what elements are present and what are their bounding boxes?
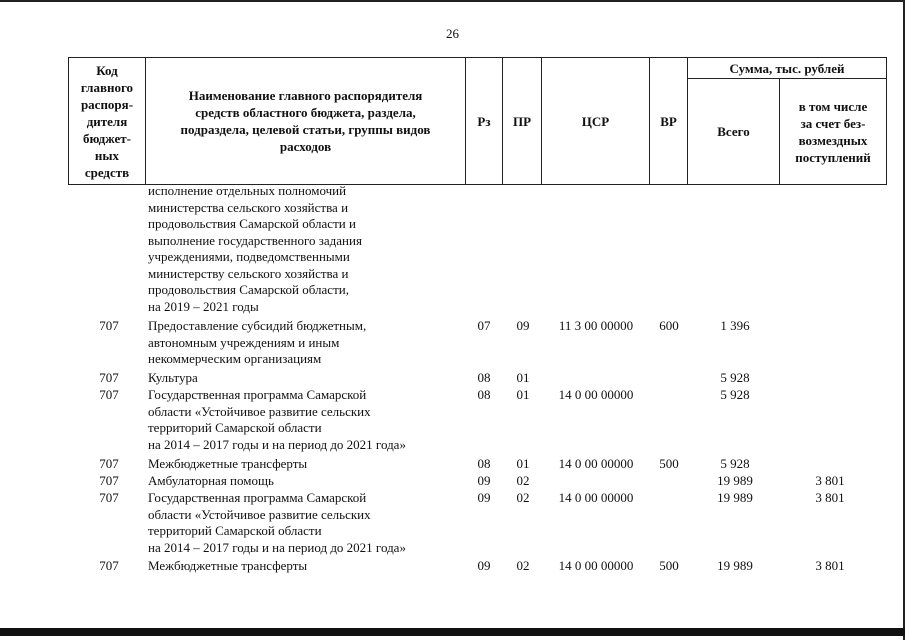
row-csr: 11 3 00 00000 bbox=[558, 318, 634, 333]
row-rz: 08 bbox=[477, 387, 491, 402]
row-csr: 14 0 00 00000 bbox=[558, 490, 634, 505]
header-csr: ЦСР bbox=[581, 113, 610, 129]
row-total: 5 928 bbox=[720, 370, 750, 385]
row-pr: 09 bbox=[516, 318, 530, 333]
row-vr: 500 bbox=[659, 456, 679, 471]
row-name: Амбулаторная помощь bbox=[148, 473, 274, 488]
row-name: Культура bbox=[148, 370, 198, 385]
header-rz: Рз bbox=[477, 113, 491, 129]
row-name: Межбюджетные трансферты bbox=[148, 558, 308, 573]
row-name: Государственная программа Самарской области «Устойчивое развитие сельских территорий Самарской области на 2014 – 2017 годы и на период до 2021 года» bbox=[148, 387, 406, 452]
row-csr: 14 0 00 00000 bbox=[558, 387, 634, 402]
row-code: 707 bbox=[99, 456, 119, 471]
row-free: 3 801 bbox=[815, 473, 845, 488]
row-total: 19 989 bbox=[717, 558, 753, 573]
header-pr: ПР bbox=[512, 113, 532, 129]
row-rz: 09 bbox=[477, 490, 491, 505]
row-code: 707 bbox=[99, 318, 119, 333]
row-free: 3 801 bbox=[815, 490, 845, 505]
row-code: 707 bbox=[99, 370, 119, 385]
row-rz: 09 bbox=[477, 473, 491, 488]
row-pr: 01 bbox=[516, 370, 530, 385]
row-pr: 02 bbox=[516, 558, 530, 573]
row-free: 3 801 bbox=[815, 558, 845, 573]
row-name: Межбюджетные трансферты bbox=[148, 456, 308, 471]
row-name: Государственная программа Самарской области «Устойчивое развитие сельских территорий Самарской области на 2014 – 2017 годы и на период до 2021 года» bbox=[148, 490, 406, 555]
row-name: Предоставление субсидий бюджетным, автономным учреждениям и иным некоммерческим организациям bbox=[148, 318, 367, 366]
header-free: в том числе за счет без- возмездных поступлений bbox=[795, 98, 871, 165]
page-number: 26 bbox=[446, 26, 459, 41]
row-code: 707 bbox=[99, 558, 119, 573]
row-code: 707 bbox=[99, 473, 119, 488]
row-total: 19 989 bbox=[717, 490, 753, 505]
row-pr: 01 bbox=[516, 387, 530, 402]
row-pr: 02 bbox=[516, 490, 530, 505]
row-pr: 02 bbox=[516, 473, 530, 488]
row-code: 707 bbox=[99, 387, 119, 402]
row-code: 707 bbox=[99, 490, 119, 505]
col-line-8 bbox=[886, 57, 887, 185]
row-rz: 07 bbox=[477, 318, 491, 333]
scan-border-top bbox=[0, 0, 905, 2]
header-vr: ВР bbox=[660, 113, 677, 129]
row-csr: 14 0 00 00000 bbox=[558, 456, 634, 471]
scan-border-bottom bbox=[0, 628, 905, 636]
row-total: 1 396 bbox=[720, 318, 750, 333]
row-vr: 500 bbox=[659, 558, 679, 573]
row-total: 5 928 bbox=[720, 456, 750, 471]
row-pr: 01 bbox=[516, 456, 530, 471]
row-total: 5 928 bbox=[720, 387, 750, 402]
row-csr: 14 0 00 00000 bbox=[558, 558, 634, 573]
row-total: 19 989 bbox=[717, 473, 753, 488]
header-code: Код главного распоря- дителя бюджет- ных средств bbox=[80, 62, 134, 180]
row-name: исполнение отдельных полномочий министерства сельского хозяйства и продовольствия Самарской области и выполнение государственного задания учреждениями, подведомственными министерству сельского хозяйства и продовольствия Самарской области, на 2019 – 2021 годы bbox=[148, 183, 362, 314]
header-sum: Сумма, тыс. рублей bbox=[729, 60, 845, 76]
row-rz: 08 bbox=[477, 370, 491, 385]
header-name: Наименование главного распорядителя средств областного бюджета, раздела, подраздела, целевой статьи, группы видов расходов bbox=[180, 88, 431, 154]
row-rz: 08 bbox=[477, 456, 491, 471]
row-vr: 600 bbox=[659, 318, 679, 333]
header-total: Всего bbox=[717, 124, 750, 139]
row-rz: 09 bbox=[477, 558, 491, 573]
